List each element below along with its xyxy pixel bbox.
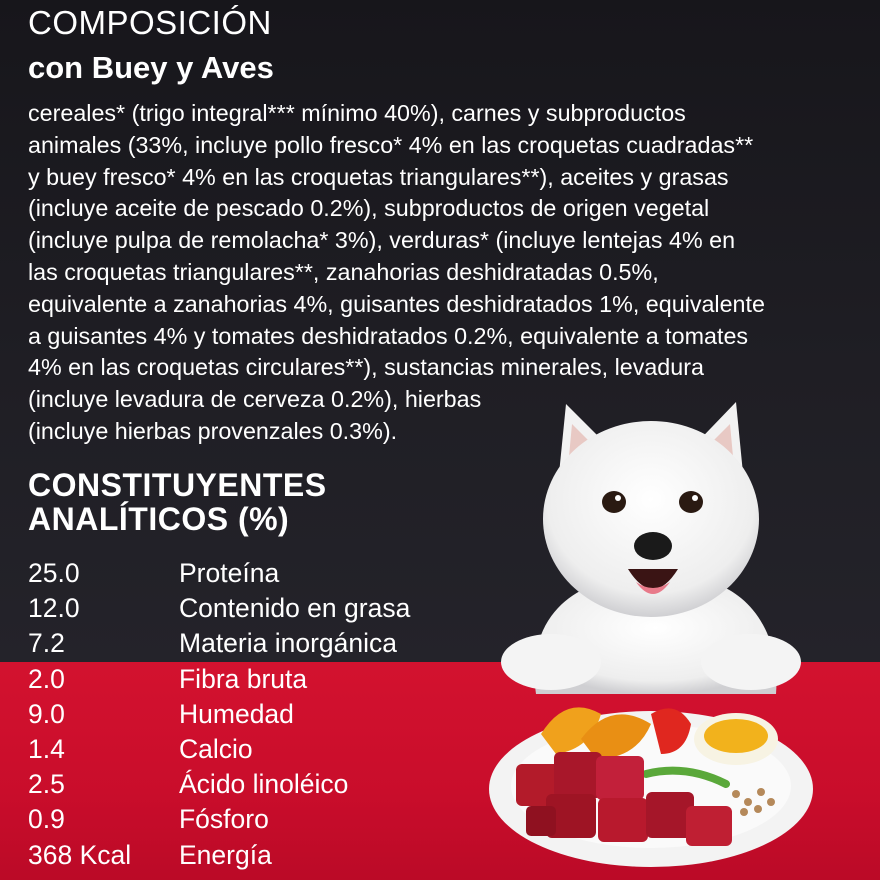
constituent-value: 1.4: [28, 734, 65, 765]
composition-title: COMPOSICIÓN: [28, 4, 272, 41]
constituent-value: 2.5: [28, 769, 65, 800]
table-row: [28, 591, 508, 626]
composition-line: cereales* (trigo integral*** mínimo 40%), carnes y subproductos: [28, 100, 686, 126]
analytical-constituents-title: [28, 468, 327, 536]
composition-line: (incluye aceite de pescado 0.2%), subproductos de origen vegetal: [28, 195, 710, 222]
composition-line: y buey fresco* 4% en las croquetas triangulares**), aceites y grasas: [28, 163, 729, 190]
composition-line: las croquetas triangulares**, zanahorias deshidratadas 0.5%,: [28, 258, 659, 285]
constituent-name: Materia inorgánica: [179, 628, 398, 659]
constituent-value: 368 Kcal: [28, 839, 132, 870]
constituent-value: 12.0: [28, 593, 80, 624]
product-variant-subtitle: con Buey y Aves: [28, 50, 274, 85]
constituent-value: 25.0: [28, 558, 80, 589]
composition-line: (incluye hierbas provenzales 0.3%).: [28, 417, 398, 444]
constituent-value: 9.0: [28, 698, 65, 729]
constituent-name: Contenido en grasa: [179, 593, 411, 624]
composition-line: equivalente a zanahorias 4%, guisantes deshidratados 1%, equivalente: [28, 290, 765, 317]
table-row: [28, 556, 508, 591]
white-terrier-dog-image: [496, 394, 806, 694]
analytical-title-line-1: CONSTITUYENTES: [28, 467, 327, 503]
table-row: [28, 626, 508, 661]
composition-line: 4% en las croquetas circulares**), sustancias minerales, levadura: [28, 354, 704, 381]
table-row: [28, 662, 508, 697]
constituent-name: Fósforo: [179, 804, 269, 835]
constituent-name: Energía: [179, 839, 272, 870]
constituent-value: 7.2: [28, 628, 65, 659]
table-row: [28, 732, 508, 767]
constituent-name: Proteína: [179, 558, 280, 589]
composition-line: (incluye levadura de cerveza 0.2%), hierbas: [28, 386, 482, 413]
constituent-name: Humedad: [179, 698, 294, 729]
composition-line: (incluye pulpa de remolacha* 3%), verduras* (incluye lentejas 4% en: [28, 227, 736, 254]
composition-line: animales (33%, incluye pollo fresco* 4% en las croquetas cuadradas**: [28, 131, 754, 158]
constituent-value: 0.9: [28, 804, 65, 835]
composition-line: a guisantes 4% y tomates deshidratados 0.2%, equivalente a tomates: [28, 322, 749, 349]
constituent-name: Ácido linoléico: [179, 769, 349, 800]
analytical-constituents-table: [28, 556, 508, 873]
food-plate-image: [486, 694, 816, 870]
analytical-title-line-2: ANALÍTICOS (%): [28, 501, 290, 537]
constituent-name: Calcio: [179, 734, 253, 765]
table-row: [28, 838, 508, 873]
table-row: [28, 767, 508, 802]
table-row: [28, 802, 508, 837]
constituent-value: 2.0: [28, 663, 65, 694]
constituent-name: Fibra bruta: [179, 663, 308, 694]
table-row: [28, 697, 508, 732]
